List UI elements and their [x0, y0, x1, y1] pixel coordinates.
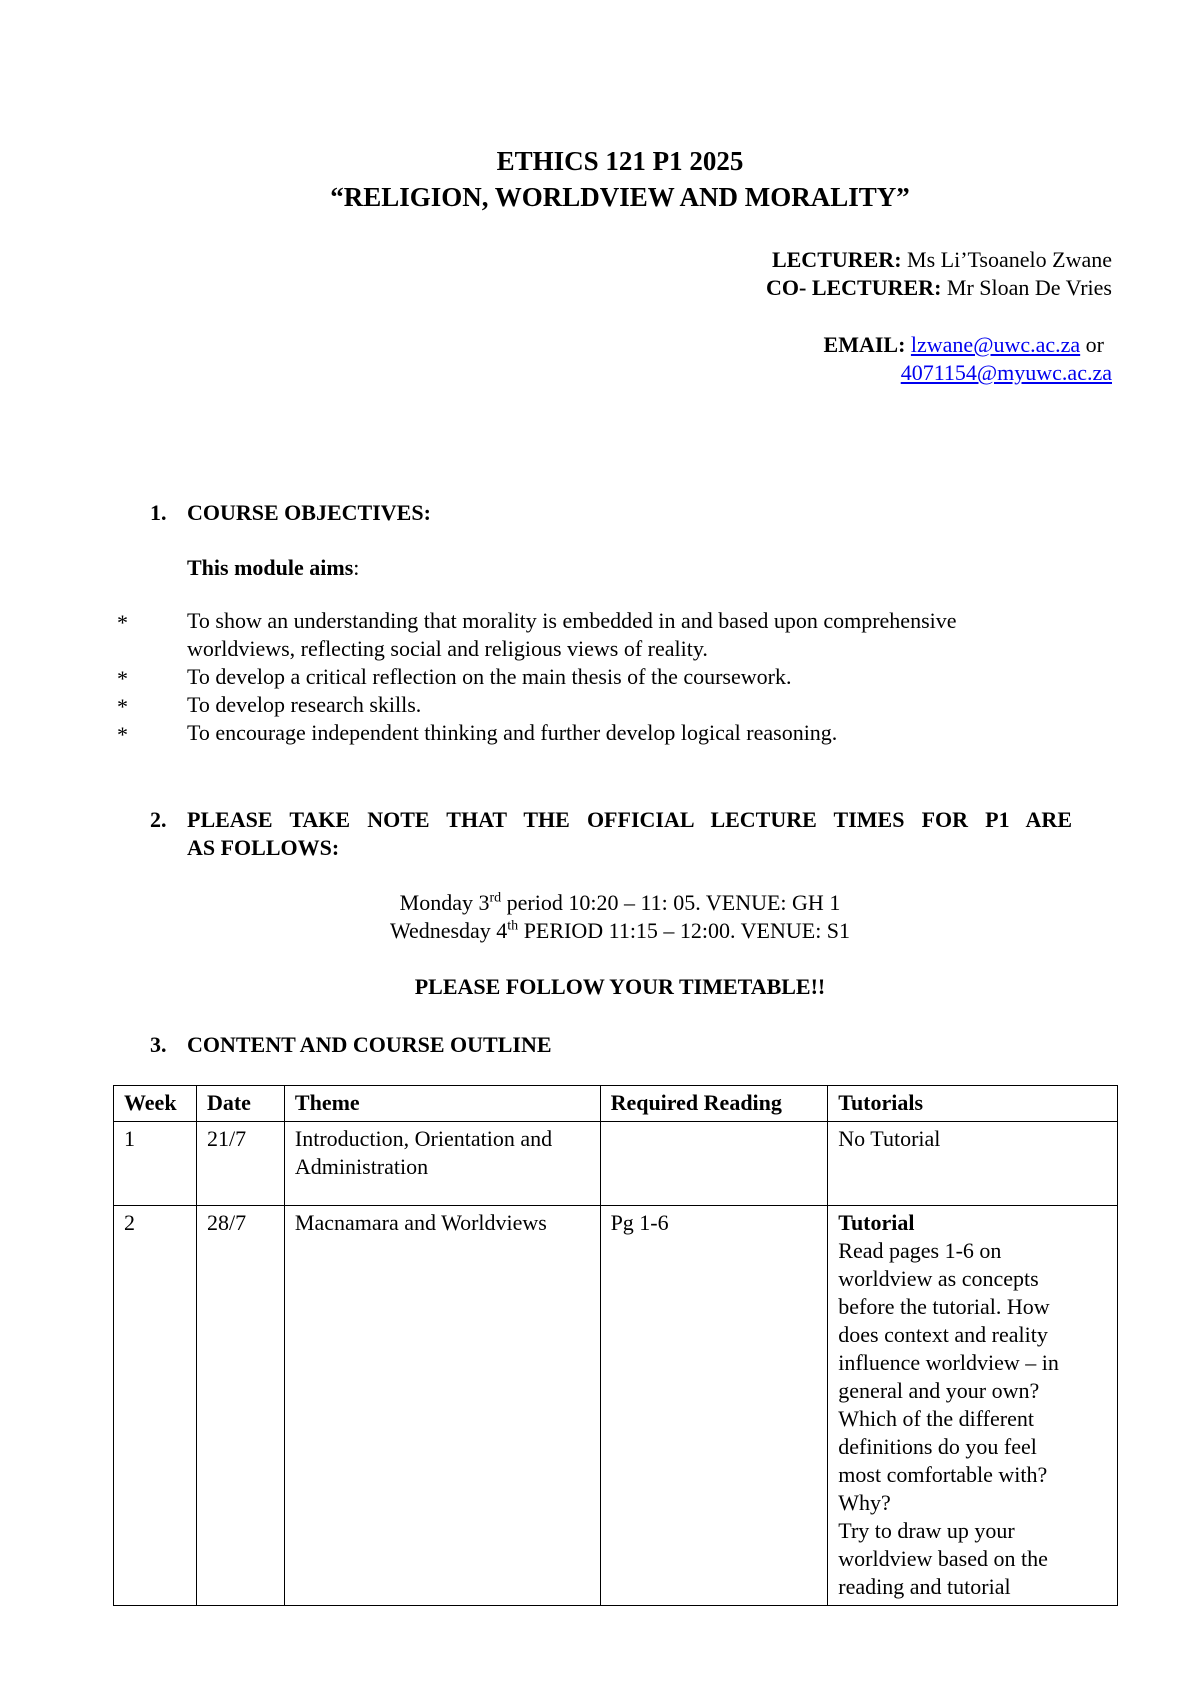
cell-week: 1 [114, 1122, 197, 1206]
cell-reading [600, 1122, 828, 1206]
table-header-row [114, 1086, 1118, 1122]
tutorial-line: most comfortable with? [838, 1462, 1048, 1487]
email-line [824, 331, 1104, 359]
table-row [114, 1122, 1118, 1206]
module-aims-colon: : [353, 555, 360, 580]
cell-tutorial [828, 1206, 1118, 1606]
theme-line: Introduction, Orientation and [294, 1126, 553, 1151]
section-3-heading: CONTENT AND COURSE OUTLINE [187, 1032, 552, 1057]
email-link-primary[interactable]: lzwane@uwc.ac.za [910, 332, 1081, 357]
header-week: Week [114, 1086, 197, 1122]
lecture-time-monday-suffix: rd [489, 890, 502, 906]
section-2-heading-line-1: PLEASE TAKE NOTE THAT THE OFFICIAL LECTURE TIMES FOR P1 ARE [187, 807, 1072, 832]
lecture-time-wednesday-suffix: th [507, 918, 519, 934]
co-lecturer-name: Mr Sloan De Vries [946, 275, 1112, 300]
objective-item-4: To encourage independent thinking and further develop logical reasoning. [187, 720, 838, 745]
module-aims-intro [187, 555, 359, 581]
lecture-time-wednesday-detail: PERIOD 11:15 – 12:00. VENUE: S1 [518, 918, 851, 943]
email-link-secondary[interactable]: 4071154@myuwc.ac.za [900, 360, 1112, 385]
section-2-number: 2. [150, 807, 167, 832]
tutorial-line: before the tutorial. How [838, 1294, 1050, 1319]
lecturer-name: Ms Li’Tsoanelo Zwane [907, 247, 1112, 272]
tutorial-line: Which of the different [838, 1406, 1034, 1431]
timetable-notice: PLEASE FOLLOW YOUR TIMETABLE!! [414, 974, 826, 999]
lecture-time-wednesday [0, 918, 1200, 944]
co-lecturer-label: CO- LECTURER: [766, 275, 942, 300]
email-line-2 [901, 359, 1112, 387]
document-subtitle: “RELIGION, WORLDVIEW AND MORALITY” [330, 182, 910, 212]
lecture-time-monday-day: Monday 3 [399, 890, 490, 915]
tutorial-line: worldview based on the [838, 1546, 1048, 1571]
tutorial-line: Why? [838, 1490, 891, 1515]
tutorial-line: Try to draw up your [838, 1518, 1015, 1543]
objective-item-1-line-1: To show an understanding that morality is embedded in and based upon comprehensive [187, 608, 957, 633]
bullet-star-icon: * [117, 694, 128, 719]
header-date: Date [196, 1086, 284, 1122]
bullet-star-icon: * [117, 666, 128, 691]
lecture-time-wednesday-day: Wednesday 4 [389, 918, 508, 943]
tutorial-line: Read pages 1-6 on [838, 1238, 1002, 1263]
cell-theme [284, 1122, 600, 1206]
section-2-heading-line-2: AS FOLLOWS: [187, 835, 340, 860]
course-outline-table [113, 1085, 1118, 1606]
section-1-heading: COURSE OBJECTIVES: [187, 500, 431, 525]
objective-item-2: To develop a critical reflection on the main thesis of the coursework. [187, 664, 792, 689]
theme-line: Macnamara and Worldviews [294, 1210, 547, 1235]
co-lecturer-line [766, 274, 1112, 302]
header-theme: Theme [284, 1086, 600, 1122]
lecturer-line [772, 246, 1112, 274]
tutorial-line: does context and reality [838, 1322, 1048, 1347]
tutorial-line: worldview as concepts [838, 1266, 1039, 1291]
table-row [114, 1206, 1118, 1606]
bullet-star-icon: * [117, 610, 128, 635]
cell-week: 2 [114, 1206, 197, 1606]
lecture-time-monday-detail: period 10:20 – 11: 05. VENUE: GH 1 [501, 890, 841, 915]
cell-tutorial [828, 1122, 1118, 1206]
tutorial-line: general and your own? [838, 1378, 1040, 1403]
document-title: ETHICS 121 P1 2025 [496, 146, 744, 176]
header-required-reading: Required Reading [600, 1086, 828, 1122]
tutorial-line: influence worldview – in [838, 1350, 1059, 1375]
tutorial-line: No Tutorial [838, 1126, 941, 1151]
header-tutorials: Tutorials [828, 1086, 1118, 1122]
lecturer-label: LECTURER: [771, 247, 902, 272]
tutorial-line: reading and tutorial [838, 1574, 1011, 1599]
section-3-number: 3. [150, 1032, 167, 1057]
objective-item-3: To develop research skills. [187, 692, 422, 717]
email-label: EMAIL: [823, 332, 906, 357]
cell-theme [284, 1206, 600, 1606]
cell-reading: Pg 1-6 [600, 1206, 828, 1606]
module-aims-label: This module aims [187, 555, 354, 580]
tutorial-title: Tutorial [838, 1210, 915, 1235]
theme-line: Administration [294, 1154, 429, 1179]
tutorial-line: definitions do you feel [838, 1434, 1037, 1459]
cell-date: 21/7 [196, 1122, 284, 1206]
email-or: or [1085, 332, 1104, 357]
lecture-time-monday [0, 890, 1200, 916]
section-1-number: 1. [150, 500, 167, 525]
bullet-star-icon: * [117, 722, 128, 747]
objective-item-1 [187, 607, 957, 663]
cell-date: 28/7 [196, 1206, 284, 1606]
objective-item-1-line-2: worldviews, reflecting social and religious views of reality. [187, 636, 708, 661]
